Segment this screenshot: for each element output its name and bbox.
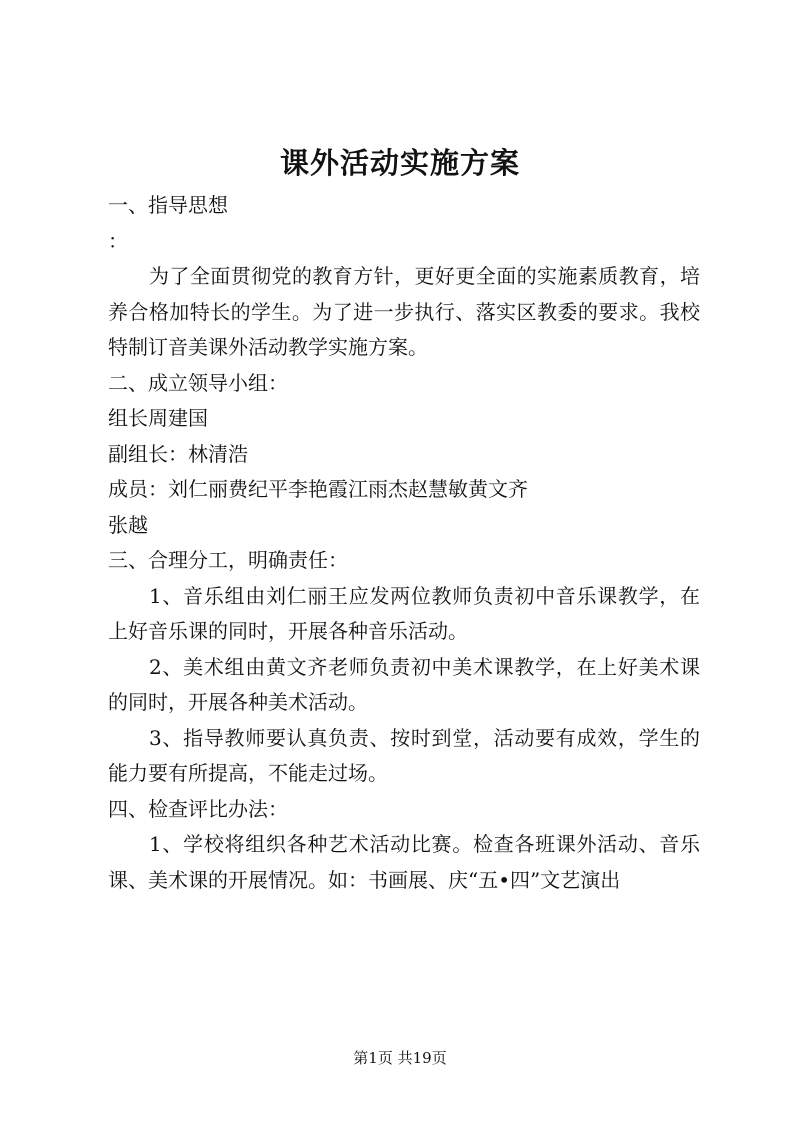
section-heading-leadership-group: 二、成立领导小组：	[108, 370, 288, 395]
paragraph-art-group: 2、美术组由黄文齐老师负责初中美术课教学，在上好美术课的同时，开展各种美术活动。	[108, 654, 700, 714]
paragraph-music-group: 1、音乐组由刘仁丽王应发两位教师负责初中音乐课教学，在上好音乐课的同时，开展各种音乐活动。	[108, 583, 700, 643]
document-body	[108, 188, 700, 898]
section-heading-guiding-thought: 一、指导思想	[108, 193, 228, 217]
members-continued-line: 张越	[108, 512, 148, 537]
paragraph-purpose: 为了全面贯彻党的教育方针，更好更全面的实施素质教育，培养合格加特长的学生。为了进一步执行、落实区教委的要求。我校特制订音美课外活动教学实施方案。	[108, 264, 700, 359]
page-footer: 第1页 共19页	[353, 1049, 447, 1067]
section-heading-division-of-labor: 三、合理分工，明确责任：	[108, 548, 348, 572]
paragraph-competitions: 1、学校将组织各种艺术活动比赛。检查各班课外活动、音乐课、美术课的开展情况。如：书画展、庆“五•四”文艺演出	[108, 832, 700, 892]
colon-line: ：	[108, 228, 128, 253]
section-heading-inspection: 四、检查评比办法：	[108, 796, 288, 821]
deputy-leader-line: 副组长：林清浩	[108, 441, 248, 466]
members-line: 成员：刘仁丽费纪平李艳霞江雨杰赵慧敏黄文齐	[108, 477, 528, 501]
group-leader-line: 组长周建国	[108, 406, 208, 430]
document-title: 课外活动实施方案	[279, 146, 520, 180]
paragraph-instructor-duty: 3、指导教师要认真负责、按时到堂，活动要有成效，学生的能力要有所提高，不能走过场。	[108, 725, 700, 785]
